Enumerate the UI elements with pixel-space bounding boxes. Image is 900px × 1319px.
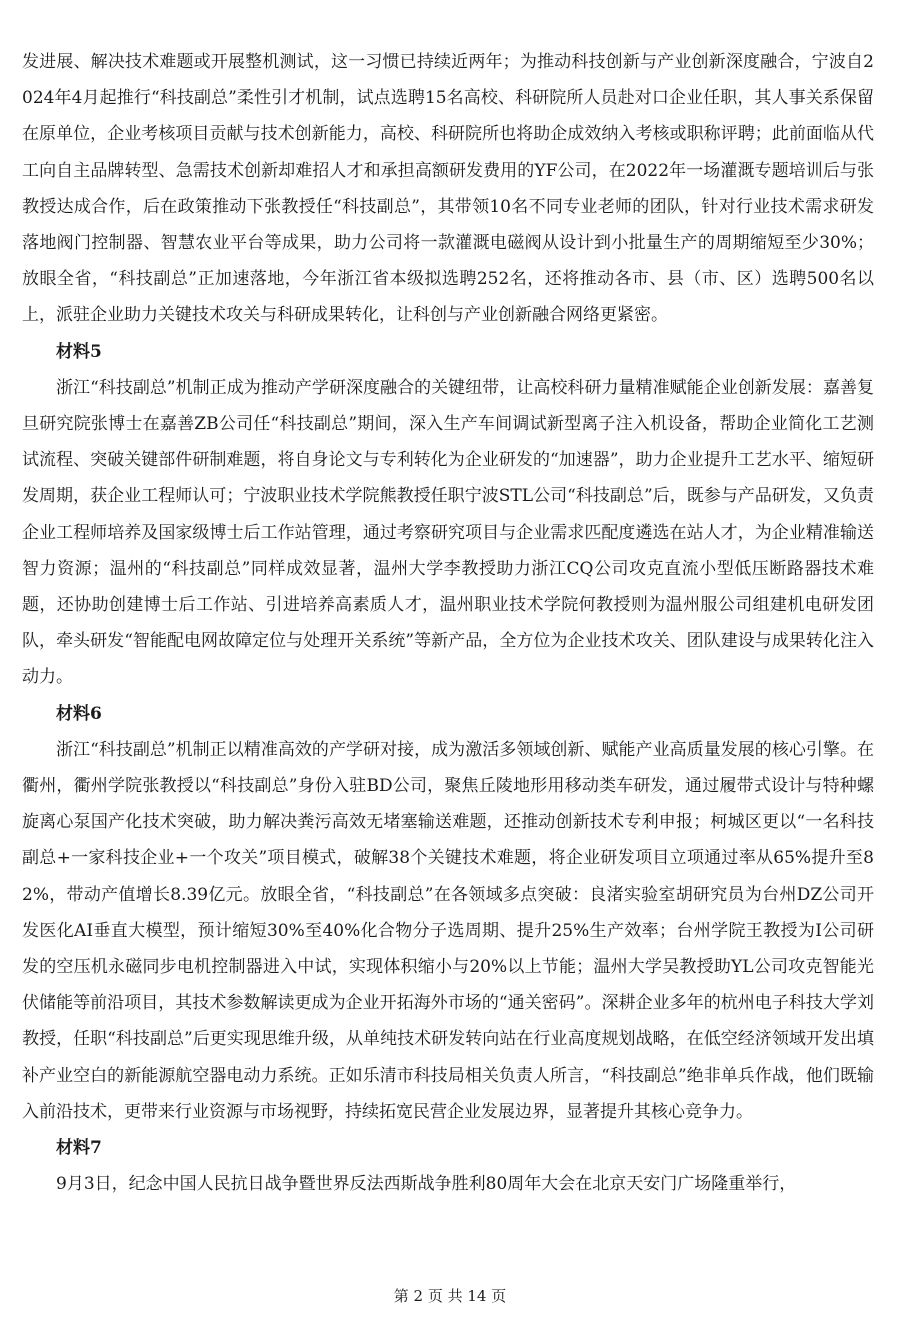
- heading-material-6: 材料6: [56, 703, 102, 724]
- paragraph-material-6: 浙江“科技副总”机制正以精准高效的产学研对接，成为激活多领域创新、赋能产业高质量发展的核心引擎。在衢州，衢州学院张教授以“科技副总”身份入驻BD公司，聚焦丘陵地形用移动类车研发，通过履带式设计与特种螺旋离心泵国产化技术突破，助力解决粪污高效无堵塞输送难题，还推动创新技术专利申报；柯城区更以“一名科技副总+一家科技企业+一个攻关”项目模式，破解38个关键技术难题，将企业研发项目立项通过率从65%提升至82%，带动产值增长8.39亿元。放眼全省，“科技副总”在各领域多点突破：良渚实验室胡研究员为台州DZ公司开发医化AI垂直大模型，预计缩短30%至40%化合物分子选周期、提升25%生产效率；台州学院王教授为I公司研发的空压机永磁同步电机控制器进入中试，实现体积缩小与20%以上节能；温州大学吴教授助YL公司攻克智能光伏储能等前沿项目，其技术参数解读更成为企业开拓海外市场的“通关密码”。深耕企业多年的杭州电子科技大学刘教授，任职“科技副总”后更实现思维升级，从单纯技术研发转向站在行业高度规划战略，在低空经济领域开发出填补产业空白的新能源航空器电动力系统。正如乐清市科技局相关负责人所言，“科技副总”绝非单兵作战，他们既输入前沿技术，更带来行业资源与市场视野，持续拓宽民营企业发展边界，显著提升其核心竞争力。: [22, 739, 874, 1122]
- paragraph-material-7: 9月3日，纪念中国人民抗日战争暨世界反法西斯战争胜利80周年大会在北京天安门广场隆重举行，: [56, 1174, 797, 1195]
- heading-material-7: 材料7: [56, 1138, 102, 1159]
- heading-material-5: 材料5: [56, 341, 102, 362]
- document-page: [22, 44, 874, 1203]
- page-number-footer: 第 2 页 共 14 页: [393, 1287, 507, 1305]
- paragraph-material-5: 浙江“科技副总”机制正成为推动产学研深度融合的关键纽带，让高校科研力量精准赋能企业创新发展：嘉善复旦研究院张博士在嘉善ZB公司任“科技副总”期间，深入生产车间调试新型离子注入机设备，帮助企业简化工艺测试流程、突破关键部件研制难题，将自身论文与专利转化为企业研发的“加速器”，助力企业提升工艺水平、缩短研发周期，获企业工程师认可；宁波职业技术学院熊教授任职宁波STL公司“科技副总”后，既参与产品研发，又负责企业工程师培养及国家级博士后工作站管理，通过考察研究项目与企业需求匹配度遴选在站人才，为企业精准输送智力资源；温州的“科技副总”同样成效显著，温州大学李教授助力浙江CQ公司攻克直流小型低压断路器技术难题，还协助创建博士后工作站、引进培养高素质人才，温州职业技术学院何教授则为温州服公司组建机电研发团队，牵头研发“智能配电网故障定位与处理开关系统”等新产品，全方位为企业技术攻关、团队建设与成果转化注入动力。: [22, 377, 874, 688]
- paragraph-continued: 发进展、解决技术难题或开展整机测试，这一习惯已持续近两年；为推动科技创新与产业创新深度融合，宁波自2024年4月起推行“科技副总”柔性引才机制，试点选聘15名高校、科研院所人员赴对口企业任职，其人事关系保留在原单位，企业考核项目贡献与技术创新能力，高校、科研院所也将助企成效纳入考核或职称评聘；此前面临从代工向自主品牌转型、急需技术创新却难招人才和承担高额研发费用的YF公司，在2022年一场灌溉专题培训后与张教授达成合作，后在政策推动下张教授任“科技副总”，其带领10名不同专业老师的团队，针对行业技术需求研发落地阀门控制器、智慧农业平台等成果，助力公司将一款灌溉电磁阀从设计到小批量生产的周期缩短至少30%；放眼全省，“科技副总”正加速落地，今年浙江省本级拟选聘252名，还将推动各市、县（市、区）选聘500名以上，派驻企业助力关键技术攻关与科研成果转化，让科创与产业创新融合网络更紧密。: [22, 52, 874, 326]
